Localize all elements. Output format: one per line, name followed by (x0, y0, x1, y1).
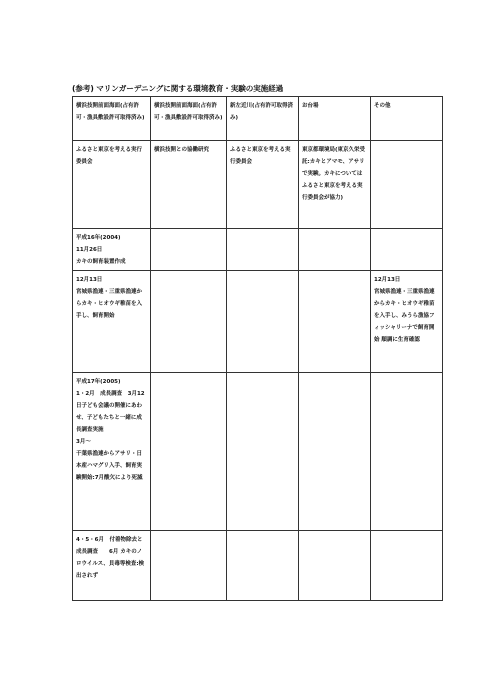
table-cell (371, 229, 443, 271)
table-cell: 平成16年(2004) 11月26日 カキの飼育装置作成 (73, 229, 151, 271)
table-cell (227, 531, 299, 601)
table-cell (299, 271, 371, 373)
table-row (73, 373, 443, 531)
table-cell (227, 271, 299, 373)
table-cell (371, 373, 443, 531)
header-cell: その他 (371, 97, 443, 141)
table-cell: 4・5・6月 付着物除去と成長調査 6月 カキのノロウイルス、貝毒等検査:検出されず (73, 531, 151, 601)
header-cell: 横浜技開前面海面(占有許可・漁具敷設許可取得済み) (151, 97, 227, 141)
table-cell (151, 373, 227, 531)
page-title: (参考) マリンガーデニングに関する環境教育・実験の実施経過 (72, 84, 284, 93)
table-cell: 平成17年(2005) 1・2月 成長調査 3月12日子ども会議の開催にあわせ、子どもたちと一緒に成長調査実施 3月〜 千葉県漁連からアサリ・日本産ハマグリ入手、飼育実験開始:7月酸欠により死滅 (73, 373, 151, 531)
table-cell (299, 531, 371, 601)
table-row (73, 271, 443, 373)
table-cell (151, 531, 227, 601)
progress-table (72, 96, 443, 601)
table-cell (371, 531, 443, 601)
table-row (73, 229, 443, 271)
table-cell (227, 373, 299, 531)
table-cell (151, 229, 227, 271)
table-cell: ふるさと東京を考える実行委員会 (73, 141, 151, 229)
table-cell: 12月13日 宮城県漁連・三重県漁連からカキ・ヒオウギ稚苗を入手し、みうら漁協フィッシャリーナで飼育開始 順調に生育確認 (371, 271, 443, 373)
table-row (73, 141, 443, 229)
table-cell: 東京都環境局(東京久栄受託:カキとアマモ、アサリで実験。カキについてはふるさと東京を考える実行委員会が協力) (299, 141, 371, 229)
table-cell: 横浜技開との協働研究 (151, 141, 227, 229)
header-cell: 新左近川(占有許可取得済み) (227, 97, 299, 141)
table-cell (227, 229, 299, 271)
table-cell (151, 271, 227, 373)
table-row (73, 531, 443, 601)
table-cell (299, 229, 371, 271)
table-cell: ふるさと東京を考える実行委員会 (227, 141, 299, 229)
header-row (73, 97, 443, 141)
table-cell (299, 373, 371, 531)
header-cell: 横浜技開前面海面(占有許可・漁具敷設許可取得済み) (73, 97, 151, 141)
table-cell: 12月13日 宮城県漁連・三重県漁連からカキ・ヒオウギ稚苗を入手し、飼育開始 (73, 271, 151, 373)
table-cell (371, 141, 443, 229)
header-cell: お台場 (299, 97, 371, 141)
